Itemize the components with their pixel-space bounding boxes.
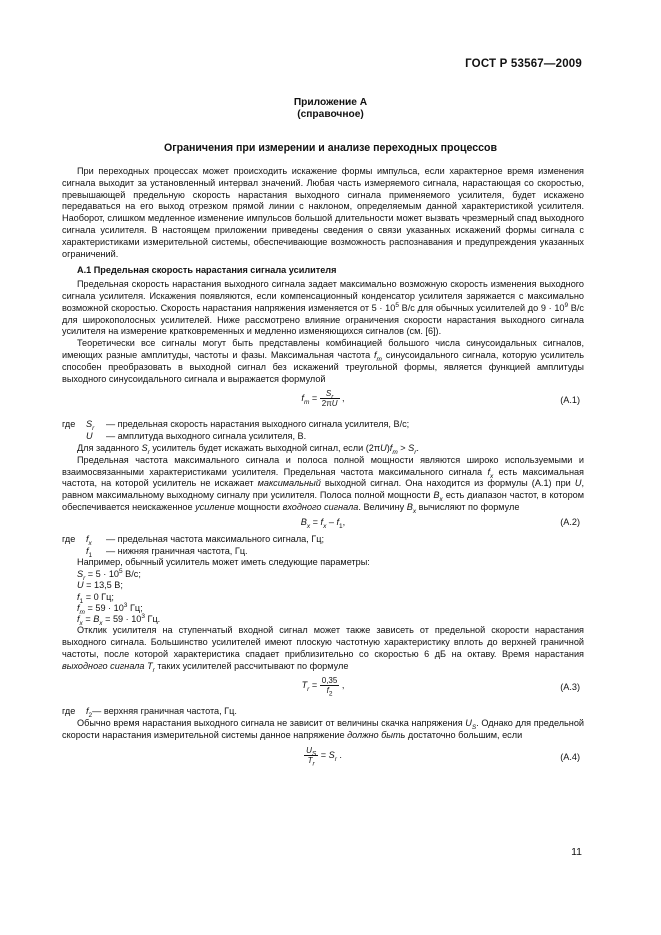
- paragraph-rise-time: Обычно время нарастания выходного сигнала не зависит от величины скачка напряжения $U_S$. Однако для предельной скорости нарастания измерительной системы данное напряжение должно быть достаточно большим, если: [62, 718, 585, 740]
- example-fm: $f_m = 59 \cdot 10^3$ Гц;: [77, 601, 143, 616]
- paragraph-power-bandwidth: Предельная частота максимального сигнала и полоса полной мощности являются широко используемыми и взаимосвязанными характеристиками усилителя. Предельная частота максимального сигнала $f_x$ есть максимальная частота, на которой усилитель не искажает максимальный выходной сигнал. Она находится из формулы (А.1) при U, равном максимальному выходному сигналу при усилителя. Полоса полной мощности $B_x$ есть диапазон частот, в котором обеспечивается неискаженное усиление мощности входного сигнала. Величину $B_x$ вычисляют по формуле: [62, 454, 584, 515]
- example-u: U = 13,5 В;: [77, 580, 123, 591]
- example-sr: $S_r = 5 \cdot 10^5$ В/с;: [77, 568, 141, 582]
- page-number: 11: [571, 846, 582, 858]
- where-block-2: где $f_x$ — предельная частота максимального сигнала, Гц; $f_1$ — нижняя граничная частота, Гц.: [62, 533, 325, 559]
- document-body: [62, 166, 584, 778]
- paragraph-step-response: Отклик усилителя на ступенчатый входной сигнал может также зависеть от предельной скорости нарастания выходного сигнала. Большинство усилителей имеют плоскую частотную характеристику вплоть до верхней граничной частоты, после которой характеристика спадает приблизительно со скоростью 6 дБ на октаву. Время нарастания выходного сигнала $T_r$ таких усилителей рассчитывают по формуле: [62, 625, 584, 674]
- section-title: Ограничения при измерении и анализе переходных процессов: [164, 142, 497, 154]
- example-intro: Например, обычный усилитель может иметь следующие параметры:: [77, 557, 370, 568]
- where-fx: — предельная частота максимального сигнала, Гц;: [106, 533, 325, 544]
- formula-a1-number: (А.1): [560, 395, 580, 406]
- example-f1: $f_1 = 0$ Гц;: [77, 591, 114, 605]
- where-block-3: где $f_2$ — верхняя граничная частота, Гц.: [62, 706, 237, 720]
- formula-a2: $B_x = f_x - f_1$, (А.2): [300, 516, 580, 530]
- formula-a4: $\frac{U_S}{T_r}$ = $S_r$ . (А.4): [306, 745, 580, 768]
- formula-a3: $T_r$ = $\frac{0,35}{f_2}$ , (А.3): [301, 676, 580, 698]
- annex-subtitle: (справочное): [297, 109, 364, 120]
- annex-heading: [0, 97, 661, 121]
- where-f2: — верхняя граничная частота, Гц.: [92, 706, 237, 717]
- formula-a2-number: (А.2): [560, 516, 580, 527]
- where-sr: — предельная скорость нарастания выходного сигнала усилителя, В/с;: [106, 419, 410, 430]
- where-f1: — нижняя граничная частота, Гц.: [106, 545, 248, 556]
- formula-a3-number: (А.3): [560, 682, 580, 693]
- annex-title: Приложение А: [293, 97, 368, 108]
- intro-paragraph: При переходных процессах может происходить искажение формы импульса, если характерное время изменения сигнала выходит за установленный интервал значений. Любая часть измеряемого сигнала, нарастающая со скоростью, превышающей предельную скорость нарастания выходного сигнала применяемого усилителя, будет искажено передаваться на его выход отрезком прямой линии с наклоном, определяемым данной характеристикой усилителя. Наоборот, слишком медленное изменение импульсов большой длительности может вызвать чрезмерный спад выходного сигнала усилителя. В настоящем приложении приведены сведения о связи указанных искажений формы сигнала с характеристиками измерительной системы, обеспечивающие возможность распознавания и предупреждения указанных ограничений.: [62, 166, 584, 259]
- document-id: ГОСТ Р 53567—2009: [465, 58, 582, 70]
- formula-a4-number: (А.4): [560, 751, 580, 762]
- paragraph-slew-rate: Предельная скорость нарастания выходного сигнала задает максимально возможную скорость изменения выходного сигнала усилителя. Искажения появляются, если компенсационный конденсатор усилителя заряжается с максимально возможной скоростью. Скорость нарастания напряжения изменяется от $5 \cdot 10^5$ В/с для обычных усилителей до $9 \cdot 10^9$ В/с для широкополосных усилителей. Ниже рассмотрено влияние ограничения скорости нарастания выходного сигнала усилителя на измерение кратковременных и медленно изменяющихся сигналов (см. [6]).: [62, 279, 584, 337]
- where-block-1: где $S_r$ — предельная скорость нарастания выходного сигнала усилителя, В/с; U — амплитуда выходного сигнала усилителя, В.: [62, 419, 410, 442]
- example-fx: $f_x = B_x = 59 \cdot 10^3$ Гц.: [77, 612, 161, 627]
- subsection-title: А.1 Предельная скорость нарастания сигнала усилителя: [77, 265, 337, 276]
- paragraph-sine-theory: Теоретически все сигналы могут быть представлены комбинацией большого числа синусоидальных сигналов, имеющих разные амплитуды, частоты и фазы. Максимальная частота $f_m$ синусоидального сигнала, которую усилитель способен преобразовать в выходной сигнал без искажений треугольной формы, является функцией амплитуды выходного синусоидального сигнала и выражается формулой: [62, 338, 584, 384]
- paragraph-distortion-condition: Для заданного $S_r$ усилитель будет искажать выходной сигнал, если $(2\pi U)f_m > S_r$.: [77, 442, 419, 456]
- example-parameters: [62, 569, 584, 625]
- where-u: — амплитуда выходного сигнала усилителя, В.: [106, 431, 307, 442]
- formula-a1: $f_m$ = $\frac{S_r}{2\pi U}$ , (А.1): [301, 389, 580, 409]
